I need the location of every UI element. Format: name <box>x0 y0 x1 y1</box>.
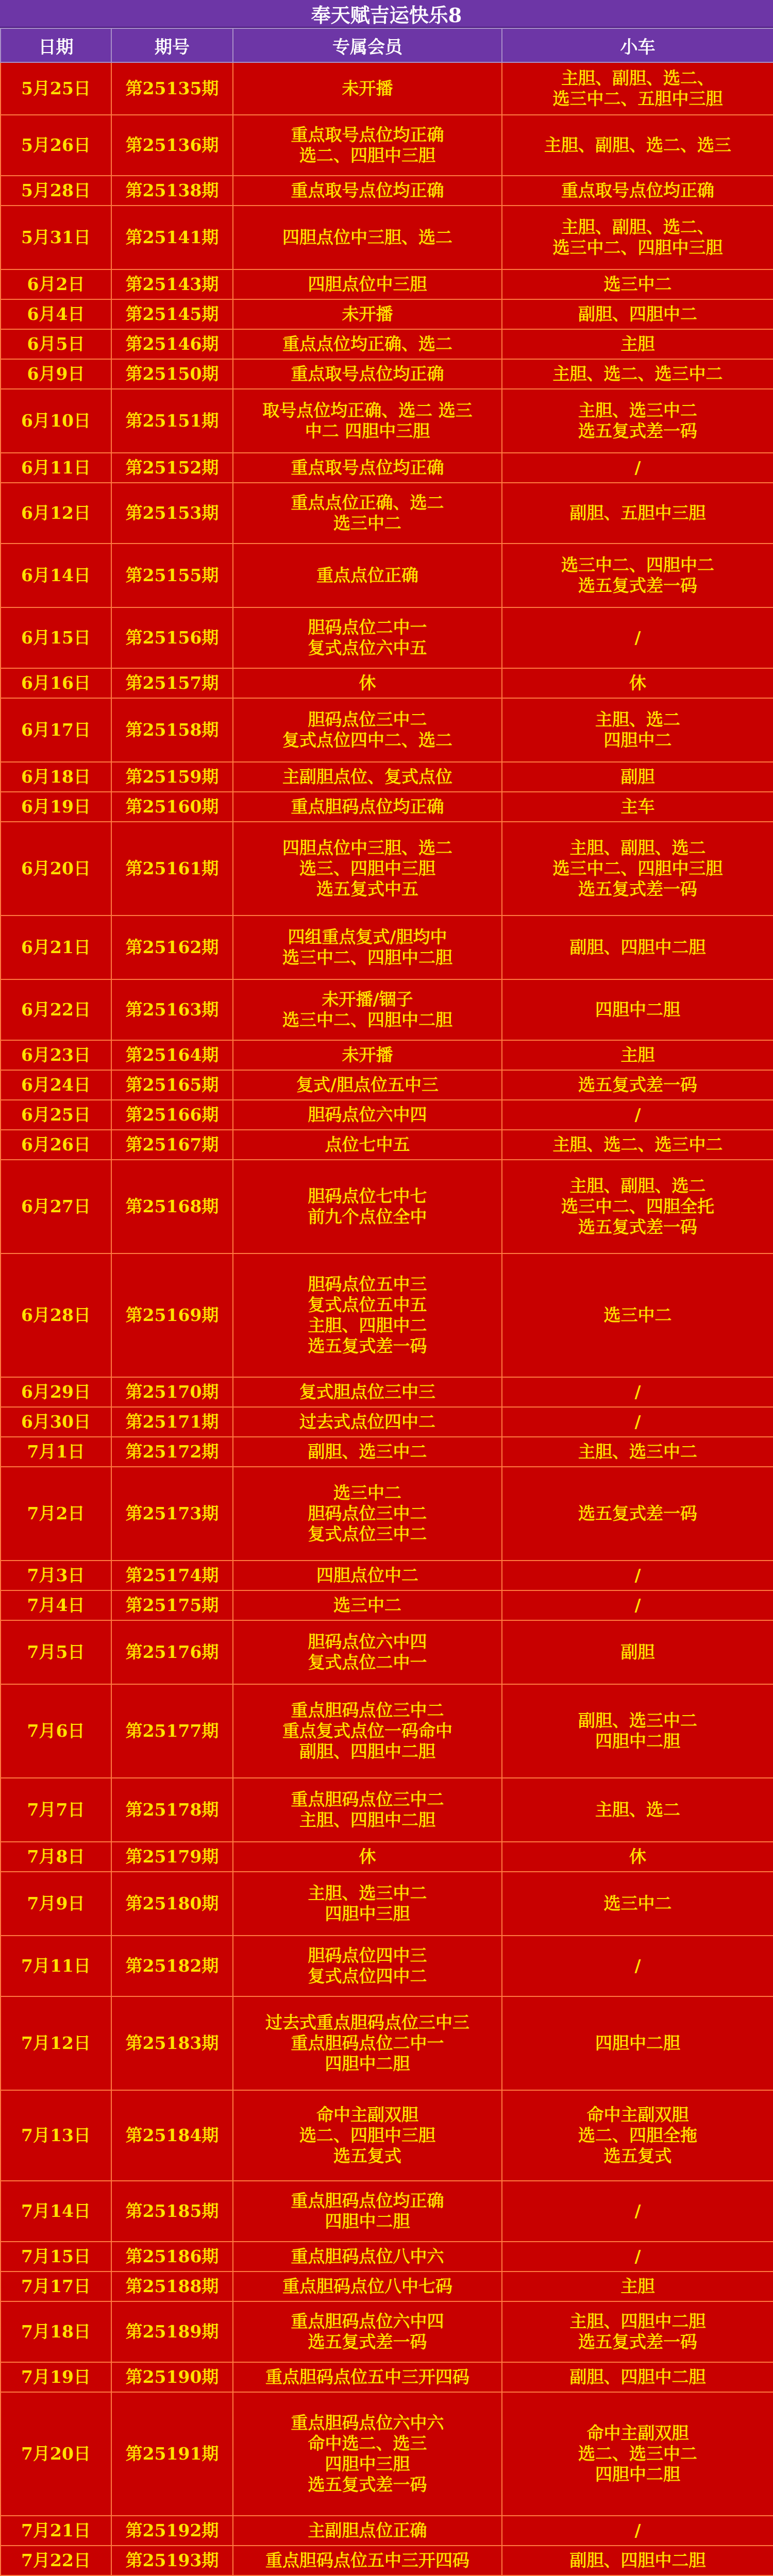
cell-date: 7月20日 <box>1 2392 111 2516</box>
table-row <box>1 2362 773 2392</box>
cell-date: 6月5日 <box>1 329 111 359</box>
cell-issue: 第25135期 <box>111 62 233 115</box>
cell-vip: 主副胆点位正确 <box>233 2516 502 2546</box>
cell-issue: 第25182期 <box>111 1936 233 1996</box>
table-row <box>1 1437 773 1467</box>
table-row <box>1 979 773 1040</box>
table-row <box>1 1160 773 1253</box>
cell-car: / <box>502 2516 773 2546</box>
table-row <box>1 453 773 483</box>
cell-car: 副胆、四胆中二胆 <box>502 2362 773 2392</box>
table-row <box>1 1872 773 1936</box>
table-row <box>1 2242 773 2272</box>
cell-issue: 第25164期 <box>111 1040 233 1070</box>
cell-date: 7月15日 <box>1 2242 111 2272</box>
cell-car: 主胆、副胆、选二 选三中二、四胆全托 选五复式差一码 <box>502 1160 773 1253</box>
cell-vip: 未开播 <box>233 62 502 115</box>
cell-issue: 第25190期 <box>111 2362 233 2392</box>
table-row <box>1 1620 773 1684</box>
cell-issue: 第25189期 <box>111 2301 233 2362</box>
cell-car: 命中主副双胆 选二、四胆全拖 选五复式 <box>502 2090 773 2181</box>
cell-car: 休 <box>502 1842 773 1872</box>
cell-issue: 第25155期 <box>111 544 233 607</box>
cell-car: 主胆、选三中二 选五复式差一码 <box>502 389 773 453</box>
cell-issue: 第25167期 <box>111 1130 233 1160</box>
cell-car: 四胆中二胆 <box>502 979 773 1040</box>
cell-car: 休 <box>502 668 773 698</box>
cell-issue: 第25184期 <box>111 2090 233 2181</box>
cell-vip: 胆码点位六中四 复式点位二中一 <box>233 1620 502 1684</box>
cell-date: 7月14日 <box>1 2181 111 2242</box>
table-row <box>1 1561 773 1590</box>
cell-issue: 第25178期 <box>111 1778 233 1842</box>
table-row <box>1 389 773 453</box>
cell-issue: 第25151期 <box>111 389 233 453</box>
cell-issue: 第25158期 <box>111 698 233 762</box>
cell-date: 6月10日 <box>1 389 111 453</box>
cell-vip: 四胆点位中二 <box>233 1561 502 1590</box>
table-row <box>1 2546 773 2575</box>
cell-date: 6月11日 <box>1 453 111 483</box>
cell-issue: 第25186期 <box>111 2242 233 2272</box>
cell-vip: 过去式点位四中二 <box>233 1407 502 1437</box>
table-row <box>1 1936 773 1996</box>
cell-date: 6月9日 <box>1 359 111 389</box>
cell-date: 7月4日 <box>1 1590 111 1620</box>
cell-date: 7月8日 <box>1 1842 111 1872</box>
table-row <box>1 1040 773 1070</box>
cell-date: 6月22日 <box>1 979 111 1040</box>
cell-date: 5月25日 <box>1 62 111 115</box>
table-row <box>1 668 773 698</box>
cell-issue: 第25159期 <box>111 762 233 792</box>
cell-vip: 重点胆码点位五中三开四码 <box>233 2546 502 2575</box>
cell-vip: 点位七中五 <box>233 1130 502 1160</box>
cell-vip: 过去式重点胆码点位三中三 重点胆码点位二中一 四胆中二胆 <box>233 1996 502 2090</box>
cell-vip: 主副胆点位、复式点位 <box>233 762 502 792</box>
cell-date: 7月9日 <box>1 1872 111 1936</box>
cell-vip: 选三中二 胆码点位三中二 复式点位三中二 <box>233 1467 502 1561</box>
table-row <box>1 1070 773 1100</box>
cell-car: 主胆、副胆、选二、 选三中二、五胆中三胆 <box>502 62 773 115</box>
cell-car: 选三中二 <box>502 269 773 299</box>
cell-vip: 重点胆码点位均正确 四胆中二胆 <box>233 2181 502 2242</box>
table-row <box>1 2392 773 2516</box>
cell-vip: 重点胆码点位八中六 <box>233 2242 502 2272</box>
cell-issue: 第25157期 <box>111 668 233 698</box>
cell-issue: 第25146期 <box>111 329 233 359</box>
cell-date: 6月26日 <box>1 1130 111 1160</box>
table-row <box>1 2516 773 2546</box>
cell-issue: 第25166期 <box>111 1100 233 1130</box>
table-row <box>1 1684 773 1778</box>
cell-date: 6月21日 <box>1 916 111 979</box>
cell-vip: 重点胆码点位六中六 命中选二、选三 四胆中三胆 选五复式差一码 <box>233 2392 502 2516</box>
cell-issue: 第25177期 <box>111 1684 233 1778</box>
cell-date: 5月31日 <box>1 206 111 269</box>
cell-vip: 重点点位正确、选二 选三中二 <box>233 483 502 544</box>
cell-car: 主胆、副胆、选二、选三 <box>502 115 773 176</box>
cell-date: 6月18日 <box>1 762 111 792</box>
cell-car: 副胆 <box>502 762 773 792</box>
cell-vip: 未开播 <box>233 1040 502 1070</box>
cell-date: 6月24日 <box>1 1070 111 1100</box>
cell-issue: 第25183期 <box>111 1996 233 2090</box>
cell-vip: 四胆点位中三胆、选二 <box>233 206 502 269</box>
table-row <box>1 607 773 668</box>
cell-vip: 胆码点位三中二 复式点位四中二、选二 <box>233 698 502 762</box>
cell-vip: 胆码点位五中三 复式点位五中五 主胆、四胆中二 选五复式差一码 <box>233 1253 502 1377</box>
cell-car: 主车 <box>502 792 773 822</box>
cell-vip: 四胆点位中三胆、选二 选三、四胆中三胆 选五复式中五 <box>233 822 502 916</box>
cell-issue: 第25153期 <box>111 483 233 544</box>
table-row <box>1 299 773 329</box>
cell-date: 7月17日 <box>1 2272 111 2301</box>
cell-date: 7月1日 <box>1 1437 111 1467</box>
table-row <box>1 1842 773 1872</box>
cell-car: 主胆 <box>502 1040 773 1070</box>
table-row <box>1 2272 773 2301</box>
col-header-issue: 期号 <box>111 28 233 62</box>
cell-date: 7月7日 <box>1 1778 111 1842</box>
cell-issue: 第25161期 <box>111 822 233 916</box>
table-row <box>1 206 773 269</box>
cell-date: 7月21日 <box>1 2516 111 2546</box>
cell-car: / <box>502 2181 773 2242</box>
cell-vip: 复式/胆点位五中三 <box>233 1070 502 1100</box>
cell-issue: 第25192期 <box>111 2516 233 2546</box>
cell-vip: 四胆点位中三胆 <box>233 269 502 299</box>
table-row <box>1 762 773 792</box>
table-row <box>1 2301 773 2362</box>
cell-car: 选三中二、四胆中二 选五复式差一码 <box>502 544 773 607</box>
cell-date: 6月29日 <box>1 1377 111 1407</box>
cell-date: 7月13日 <box>1 2090 111 2181</box>
table-row <box>1 1467 773 1561</box>
table-row <box>1 62 773 115</box>
cell-date: 7月2日 <box>1 1467 111 1561</box>
cell-vip: 重点胆码点位三中二 重点复式点位一码命中 副胆、四胆中二胆 <box>233 1684 502 1778</box>
cell-vip: 四组重点复式/胆均中 选三中二、四胆中二胆 <box>233 916 502 979</box>
cell-car: / <box>502 1407 773 1437</box>
cell-car: / <box>502 1590 773 1620</box>
cell-car: 主胆、选二 四胆中二 <box>502 698 773 762</box>
cell-car: 四胆中二胆 <box>502 1996 773 2090</box>
table-row <box>1 483 773 544</box>
cell-date: 6月17日 <box>1 698 111 762</box>
cell-issue: 第25163期 <box>111 979 233 1040</box>
cell-issue: 第25185期 <box>111 2181 233 2242</box>
cell-car: 主胆、选二 <box>502 1778 773 1842</box>
table-row <box>1 1253 773 1377</box>
cell-vip: 重点胆码点位六中四 选五复式差一码 <box>233 2301 502 2362</box>
cell-car: 主胆、四胆中二胆 选五复式差一码 <box>502 2301 773 2362</box>
cell-car: 副胆、五胆中三胆 <box>502 483 773 544</box>
results-table <box>0 28 773 2576</box>
table-row <box>1 822 773 916</box>
cell-car: 副胆、四胆中二胆 <box>502 2546 773 2575</box>
cell-issue: 第25168期 <box>111 1160 233 1253</box>
cell-vip: 重点取号点位均正确 <box>233 453 502 483</box>
cell-date: 6月14日 <box>1 544 111 607</box>
cell-issue: 第25165期 <box>111 1070 233 1100</box>
cell-vip: 副胆、选三中二 <box>233 1437 502 1467</box>
cell-vip: 取号点位均正确、选二 选三 中二 四胆中三胆 <box>233 389 502 453</box>
cell-vip: 未开播/锢子 选三中二、四胆中二胆 <box>233 979 502 1040</box>
cell-vip: 复式胆点位三中三 <box>233 1377 502 1407</box>
cell-car: / <box>502 1100 773 1130</box>
table-row <box>1 698 773 762</box>
cell-issue: 第25180期 <box>111 1872 233 1936</box>
table-row <box>1 2090 773 2181</box>
table-row <box>1 1130 773 1160</box>
cell-vip: 重点取号点位均正确 <box>233 359 502 389</box>
cell-car: 主胆、选二、选三中二 <box>502 1130 773 1160</box>
cell-date: 6月30日 <box>1 1407 111 1437</box>
cell-car: 选五复式差一码 <box>502 1467 773 1561</box>
cell-vip: 胆码点位六中四 <box>233 1100 502 1130</box>
cell-car: / <box>502 1561 773 1590</box>
table-row <box>1 176 773 206</box>
cell-date: 7月11日 <box>1 1936 111 1996</box>
cell-car: 重点取号点位均正确 <box>502 176 773 206</box>
cell-issue: 第25171期 <box>111 1407 233 1437</box>
table-row <box>1 916 773 979</box>
cell-vip: 重点点位均正确、选二 <box>233 329 502 359</box>
cell-date: 6月4日 <box>1 299 111 329</box>
cell-vip: 重点胆码点位八中七码 <box>233 2272 502 2301</box>
cell-car: 选三中二 <box>502 1253 773 1377</box>
table-body <box>1 62 773 2576</box>
cell-issue: 第25172期 <box>111 1437 233 1467</box>
cell-vip: 重点取号点位均正确 <box>233 176 502 206</box>
cell-car: / <box>502 2242 773 2272</box>
cell-issue: 第25173期 <box>111 1467 233 1561</box>
table-row <box>1 1377 773 1407</box>
cell-vip: 重点点位正确 <box>233 544 502 607</box>
cell-date: 6月25日 <box>1 1100 111 1130</box>
cell-vip: 休 <box>233 1842 502 1872</box>
cell-issue: 第25162期 <box>111 916 233 979</box>
cell-vip: 重点取号点位均正确 选二、四胆中三胆 <box>233 115 502 176</box>
cell-car: 主胆、副胆、选二、 选三中二、四胆中三胆 <box>502 206 773 269</box>
cell-car: / <box>502 607 773 668</box>
cell-issue: 第25175期 <box>111 1590 233 1620</box>
cell-vip: 胆码点位四中三 复式点位四中二 <box>233 1936 502 1996</box>
cell-car: 副胆 <box>502 1620 773 1684</box>
cell-car: 主胆、副胆、选二 选三中二、四胆中三胆 选五复式差一码 <box>502 822 773 916</box>
table-row <box>1 2181 773 2242</box>
cell-issue: 第25160期 <box>111 792 233 822</box>
col-header-date: 日期 <box>1 28 111 62</box>
table-row <box>1 1590 773 1620</box>
cell-issue: 第25156期 <box>111 607 233 668</box>
table-row <box>1 1407 773 1437</box>
table-row <box>1 269 773 299</box>
cell-issue: 第25176期 <box>111 1620 233 1684</box>
cell-issue: 第25145期 <box>111 299 233 329</box>
header-row <box>1 28 773 62</box>
cell-issue: 第25143期 <box>111 269 233 299</box>
cell-date: 7月19日 <box>1 2362 111 2392</box>
cell-date: 7月18日 <box>1 2301 111 2362</box>
cell-issue: 第25136期 <box>111 115 233 176</box>
cell-car: 副胆、四胆中二 <box>502 299 773 329</box>
cell-date: 7月6日 <box>1 1684 111 1778</box>
cell-date: 6月23日 <box>1 1040 111 1070</box>
cell-issue: 第25150期 <box>111 359 233 389</box>
cell-date: 6月16日 <box>1 668 111 698</box>
cell-date: 6月20日 <box>1 822 111 916</box>
cell-car: 主胆、选二、选三中二 <box>502 359 773 389</box>
cell-date: 7月3日 <box>1 1561 111 1590</box>
cell-vip: 命中主副双胆 选二、四胆中三胆 选五复式 <box>233 2090 502 2181</box>
cell-vip: 主胆、选三中二 四胆中三胆 <box>233 1872 502 1936</box>
cell-car: 副胆、选三中二 四胆中二胆 <box>502 1684 773 1778</box>
cell-car: 主胆、选三中二 <box>502 1437 773 1467</box>
table-row <box>1 359 773 389</box>
table-row <box>1 544 773 607</box>
cell-date: 6月28日 <box>1 1253 111 1377</box>
cell-car: 选五复式差一码 <box>502 1070 773 1100</box>
cell-car: 副胆、四胆中二胆 <box>502 916 773 979</box>
cell-date: 5月26日 <box>1 115 111 176</box>
cell-date: 6月2日 <box>1 269 111 299</box>
cell-date: 6月19日 <box>1 792 111 822</box>
table-row <box>1 115 773 176</box>
cell-car: / <box>502 453 773 483</box>
cell-date: 6月12日 <box>1 483 111 544</box>
cell-vip: 未开播 <box>233 299 502 329</box>
cell-car: 主胆 <box>502 2272 773 2301</box>
cell-date: 5月28日 <box>1 176 111 206</box>
cell-date: 7月12日 <box>1 1996 111 2090</box>
cell-vip: 重点胆码点位五中三开四码 <box>233 2362 502 2392</box>
cell-issue: 第25170期 <box>111 1377 233 1407</box>
cell-car: 选三中二 <box>502 1872 773 1936</box>
cell-vip: 胆码点位二中一 复式点位六中五 <box>233 607 502 668</box>
cell-issue: 第25141期 <box>111 206 233 269</box>
table-row <box>1 1100 773 1130</box>
cell-date: 6月15日 <box>1 607 111 668</box>
cell-issue: 第25169期 <box>111 1253 233 1377</box>
cell-car: / <box>502 1936 773 1996</box>
cell-issue: 第25174期 <box>111 1561 233 1590</box>
cell-issue: 第25191期 <box>111 2392 233 2516</box>
table-row <box>1 1778 773 1842</box>
cell-vip: 重点胆码点位三中二 主胆、四胆中二胆 <box>233 1778 502 1842</box>
cell-date: 7月22日 <box>1 2546 111 2575</box>
cell-car: / <box>502 1377 773 1407</box>
cell-vip: 胆码点位七中七 前九个点位全中 <box>233 1160 502 1253</box>
cell-vip: 休 <box>233 668 502 698</box>
cell-issue: 第25152期 <box>111 453 233 483</box>
cell-issue: 第25138期 <box>111 176 233 206</box>
table-row <box>1 1996 773 2090</box>
cell-issue: 第25188期 <box>111 2272 233 2301</box>
table-row <box>1 329 773 359</box>
cell-car: 主胆 <box>502 329 773 359</box>
cell-date: 7月5日 <box>1 1620 111 1684</box>
col-header-vip: 专属会员 <box>233 28 502 62</box>
cell-car: 命中主副双胆 选二、选三中二 四胆中二胆 <box>502 2392 773 2516</box>
cell-vip: 重点胆码点位均正确 <box>233 792 502 822</box>
page-title: 奉天赋吉运快乐8 <box>0 0 773 28</box>
cell-vip: 选三中二 <box>233 1590 502 1620</box>
table-row <box>1 792 773 822</box>
col-header-car: 小车 <box>502 28 773 62</box>
cell-issue: 第25193期 <box>111 2546 233 2575</box>
cell-issue: 第25179期 <box>111 1842 233 1872</box>
cell-date: 6月27日 <box>1 1160 111 1253</box>
